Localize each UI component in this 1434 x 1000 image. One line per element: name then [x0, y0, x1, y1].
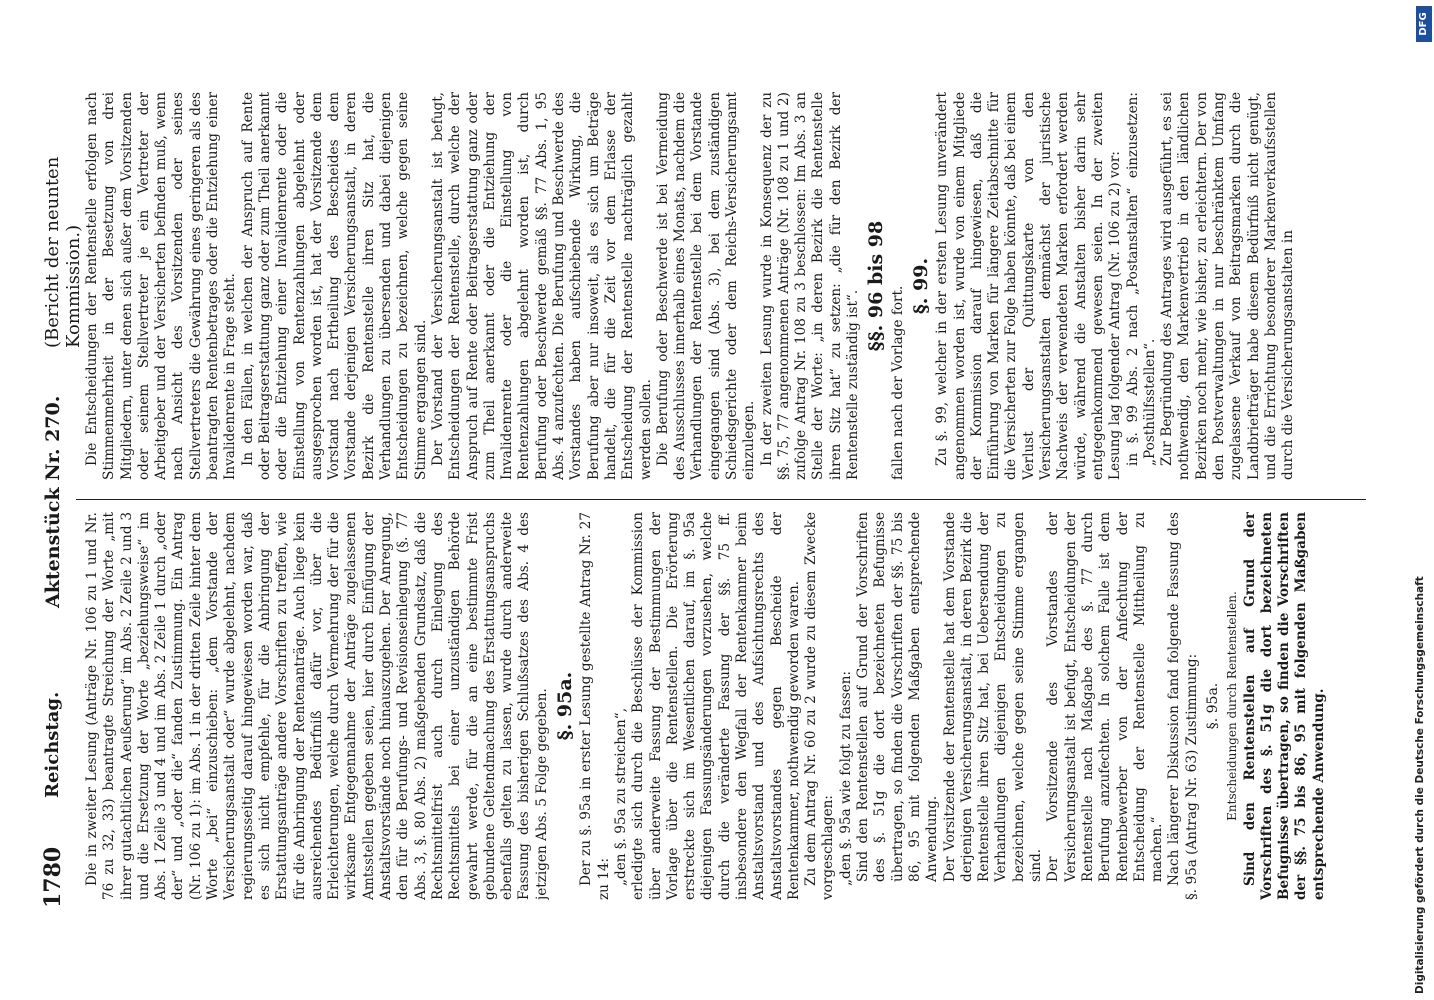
- paragraph: Sind den Rentenstellen auf Grund der Vorschriften des §. 51g die dort bezeichneten Befugnisse übertragen, so finden die Vorschriften der §§. 75 bis 86, 95 mit folgenden Maßgaben entsprechende Anwendung.: [1241, 512, 1327, 900]
- left-column: [84, 512, 1374, 900]
- paragraph: Die Entscheidungen der Rentenstelle erfolgen nach Stimmenmehrheit in der Besetzung von drei Mitgliedern, unter denen sich außer dem Vorsitzenden oder seinem Stellvertreter je ein Vertreter der Arbeitgeber und der Versicherten befinden muß, wenn nach Ansicht des Vorsitzenden oder seines Stellvertreters die Gewährung eines geringeren als des beantragten Rentenbetrages oder die Entziehung einer Invalidenrente in Frage steht.: [84, 92, 239, 480]
- section-heading-small: §. 95a.: [1205, 682, 1221, 730]
- paragraph: In der zweiten Lesung wurde in Konsequenz der zu §§. 75, 77 angenommenen Anträge (Nr. 108 zu 1 und 2) zufolge Antrag Nr. 108 zu 3 beschlossen: Im Abs. 3 an Stelle der Worte: „in deren Bezirk die Rentenstelle ihren Sitz hat“ zu setzen: „die für den Bezirk der Rentenstelle zuständig ist“.: [758, 92, 862, 480]
- dfg-logo-icon: [1416, 6, 1432, 42]
- dfg-logo-text: DFG: [1418, 12, 1429, 36]
- section-heading: §§. 96 bis 98: [865, 220, 888, 352]
- digitization-credit: [1412, 4, 1432, 996]
- quoted-text: „den §. 95a wie folgt zu fassen:: [837, 670, 854, 886]
- page-number: 1780: [40, 846, 66, 908]
- quoted-text: Der Vorsitzende der Rentenstelle hat dem Vorstande derjenigen Versicherungsanstalt, in deren Bezirk die Rentenstelle ihren Sitz hat, bei Uebersendung der Verhandlungen diejenigen Entscheidungen zu bezeichnen, welche gegen seine Stimme ergangen sind.: [941, 512, 1045, 882]
- page-header: [40, 88, 84, 908]
- sub-heading: Entscheidungen durch Rentenstellen.: [1225, 591, 1240, 821]
- header-right-title: (Bericht der neunten Kommission.): [42, 156, 84, 348]
- paragraph: Zur Begründung des Antrages wird ausgeführt, es sei nothwendig, den Markenvertrieb in den ländlichen Bezirken noch mehr, wie bisher, zu erleichtern. Der von den Postverwaltungen in nur beschränktem Umfang zugelassene Verkauf von Beitragsmarken durch die Landbriefträger habe diesem Bedürfniß nicht genügt, und die Errichtung besonderer Markenverkaufsstellen durch die Versicherungsanstalten in: [1159, 92, 1297, 480]
- quoted-text: „den §. 95a zu streichen“,: [612, 707, 629, 886]
- quoted-text: in §. 99 Abs. 2 nach „Postanstalten“ einzusetzen: „Posthülfsstellen“.: [1124, 92, 1158, 466]
- paragraph: Die in zweiter Lesung (Anträge Nr. 106 zu 1 und Nr. 76 zu 32, 33) beantragte Streichung der Worte „mit ihrer gutachtlichen Aeußerung“ im Abs. 2 Zeile 2 und 3 und die Ersetzung der Worte „beziehungsweise“ im Abs. 1 Zeile 3 und 4 und im Abs. 2 Zeile 1 durch „oder der“ und „oder die“ fanden Zustimmung. Ein Antrag (Nr. 106 zu 1): im Abs. 1 in der dritten Zeile hinter dem Worte „bei“ einzuschieben: „dem Vorstande der Versicherungsanstalt oder“ wurde abgelehnt, nachdem regierungsseitig darauf hingewiesen worden war, daß es sich nicht empfehle, für die Anbringung der Erstattungsanträge andere Vorschriften zu treffen, wie für die Anbringung der Rentenanträge. Auch liege kein ausreichendes Bedürfniß dafür vor, über die Erleichterungen, welche durch Vermehrung der für die wirksame Entgegennahme der Anträge zugelassenen Amtsstellen gegeben seien, hier durch Einfügung der Anstaltsvorstände noch hinauszugehen. Der Anregung, den für die Berufungs- und Revisionseinlegung (§. 77 Abs. 3, §. 80 Abs. 2) maßgebenden Grundsatz, daß die Rechtsmittelfrist auch durch Einlegung des Rechtsmittels bei einer unzuständigen Behörde gewahrt werde, für die an eine bestimmte Frist gebundene Geltendmachung des Erstattungsanspruchs ebenfalls gelten zu lassen, wurde durch anderweite Fassung des bisherigen Schlußsatzes des Abs. 4 des jetzigen Abs. 5 Folge gegeben.: [84, 512, 550, 900]
- paragraph: Zu dem Antrag Nr. 60 zu 2 wurde zu diesem Zwecke vorgeschlagen:: [803, 512, 837, 900]
- paragraph: erledigte sich durch die Beschlüsse der Kommission über anderweite Fassung der Bestimmungen der Vorlage über die Rentenstellen. Die Erörterung erstreckte sich im Wesentlichen darauf, im §. 95a diejenigen Fassungsänderungen vorzusehen, welche durch die veränderte Fassung der §§. 75 ff. insbesondere den Wegfall der Rentenkammer beim Anstaltsvorstand und des Aufsichtungsrechts des Anstaltsvorstandes gegen Bescheide der Rentenkammer, nothwendig geworden waren.: [630, 512, 802, 900]
- header-center-title: Aktenstück Nr. 270.: [42, 395, 64, 608]
- paragraph: Der zu §. 95a in erster Lesung gestellte Antrag Nr. 27 zu 14:: [578, 512, 612, 900]
- paragraph: Der Vorstand der Versicherungsanstalt ist befugt, Entscheidungen der Rentenstelle, durch welche der Anspruch auf Rente oder Beitragserstattung ganz oder zum Theil anerkannt oder die Entziehung der Invalidenrente oder die Einstellung von Rentenzahlungen abgelehnt worden ist, durch Berufung oder Beschwerde gemäß §§. 77 Abs. 1, 95 Abs. 4 anzufechten. Die Berufung und Beschwerde des Vorstandes haben aufschiebende Wirkung, die Berufung aber nur insoweit, als es sich um Beträge handelt, die für die Zeit vor dem Erlasse der Entscheidung der Rentenstelle nachträglich gezahlt werden sollen.: [429, 92, 654, 480]
- digitization-credit-text: Digitalisierung gefördert durch die Deutsche Forschungsgemeinschaft: [1414, 576, 1426, 994]
- paragraph: Zu §. 99, welcher in der ersten Lesung unverändert angenommen worden ist, wurde von einem Mitgliede der Kommission darauf hingewiesen, daß die Einführung von Marken für längere Zeitabschnitte für die Versicherten zur Folge haben könnte, daß bei einem Verlust der Quittungskarte von den Versicherungsanstalten demnächst der juristische Nachweis der verwendeten Marken erfordert werden würde, während die Anstalten bisher darin sehr entgegenkommend gewesen seien. In der zweiten Lesung lag folgender Antrag (Nr. 106 zu 2) vor:: [934, 92, 1124, 480]
- column-divider: [76, 499, 1366, 500]
- quoted-text: Sind den Rentenstellen auf Grund der Vorschriften des §. 51g die dort bezeichneten Befugnisse übertragen, so finden die Vorschriften der §§. 75 bis 86, 95 mit folgenden Maßgaben entsprechende Anwendung.: [855, 512, 941, 882]
- section-heading: §. 99.: [909, 257, 932, 315]
- quoted-text: Der Vorsitzende des Vorstandes der Versicherungsanstalt ist befugt, Entscheidungen der Rentenstelle nach Maßgabe des §. 77 durch Berufung anzufechten. In solchem Falle ist dem Rentenbewerber von der Anfechtung der Entscheidung der Rentenstelle Mittheilung zu machen.“: [1045, 512, 1166, 882]
- paragraph: fallen nach der Vorlage fort.: [889, 285, 906, 480]
- paragraph: Nach längerer Diskussion fand folgende Fassung des §. 95a (Antrag Nr. 63) Zustimmung:: [1166, 512, 1200, 900]
- header-left-title: Reichstag.: [42, 691, 63, 798]
- paragraph: Die Berufung oder Beschwerde ist bei Vermeidung des Ausschlusses innerhalb eines Monats, nachdem die Verhandlungen der Rentenstelle bei dem Vorstande eingegangen sind (Abs. 3), bei dem zuständigen Schiedsgerichte oder dem Reichs-Versicherungsamt einzulegen.: [654, 92, 758, 480]
- right-column: [84, 92, 1374, 480]
- section-heading: §. 95a.: [554, 671, 577, 741]
- paragraph: In den Fällen, in welchen der Anspruch auf Rente oder Beitragserstattung ganz oder zum Theil anerkannt oder die Entziehung einer Invalidenrente oder die Einstellung von Rentenzahlungen abgelehnt oder ausgesprochen worden ist, hat der Vorsitzende dem Vorstand nach Ertheilung des Bescheides dem Vorstande derjenigen Versicherungsanstalt, in deren Bezirk die Rentenstelle ihren Sitz hat, die Verhandlungen zu übersenden und dabei diejenigen Entscheidungen zu bezeichnen, welche gegen seine Stimme ergangen sind.: [239, 92, 429, 480]
